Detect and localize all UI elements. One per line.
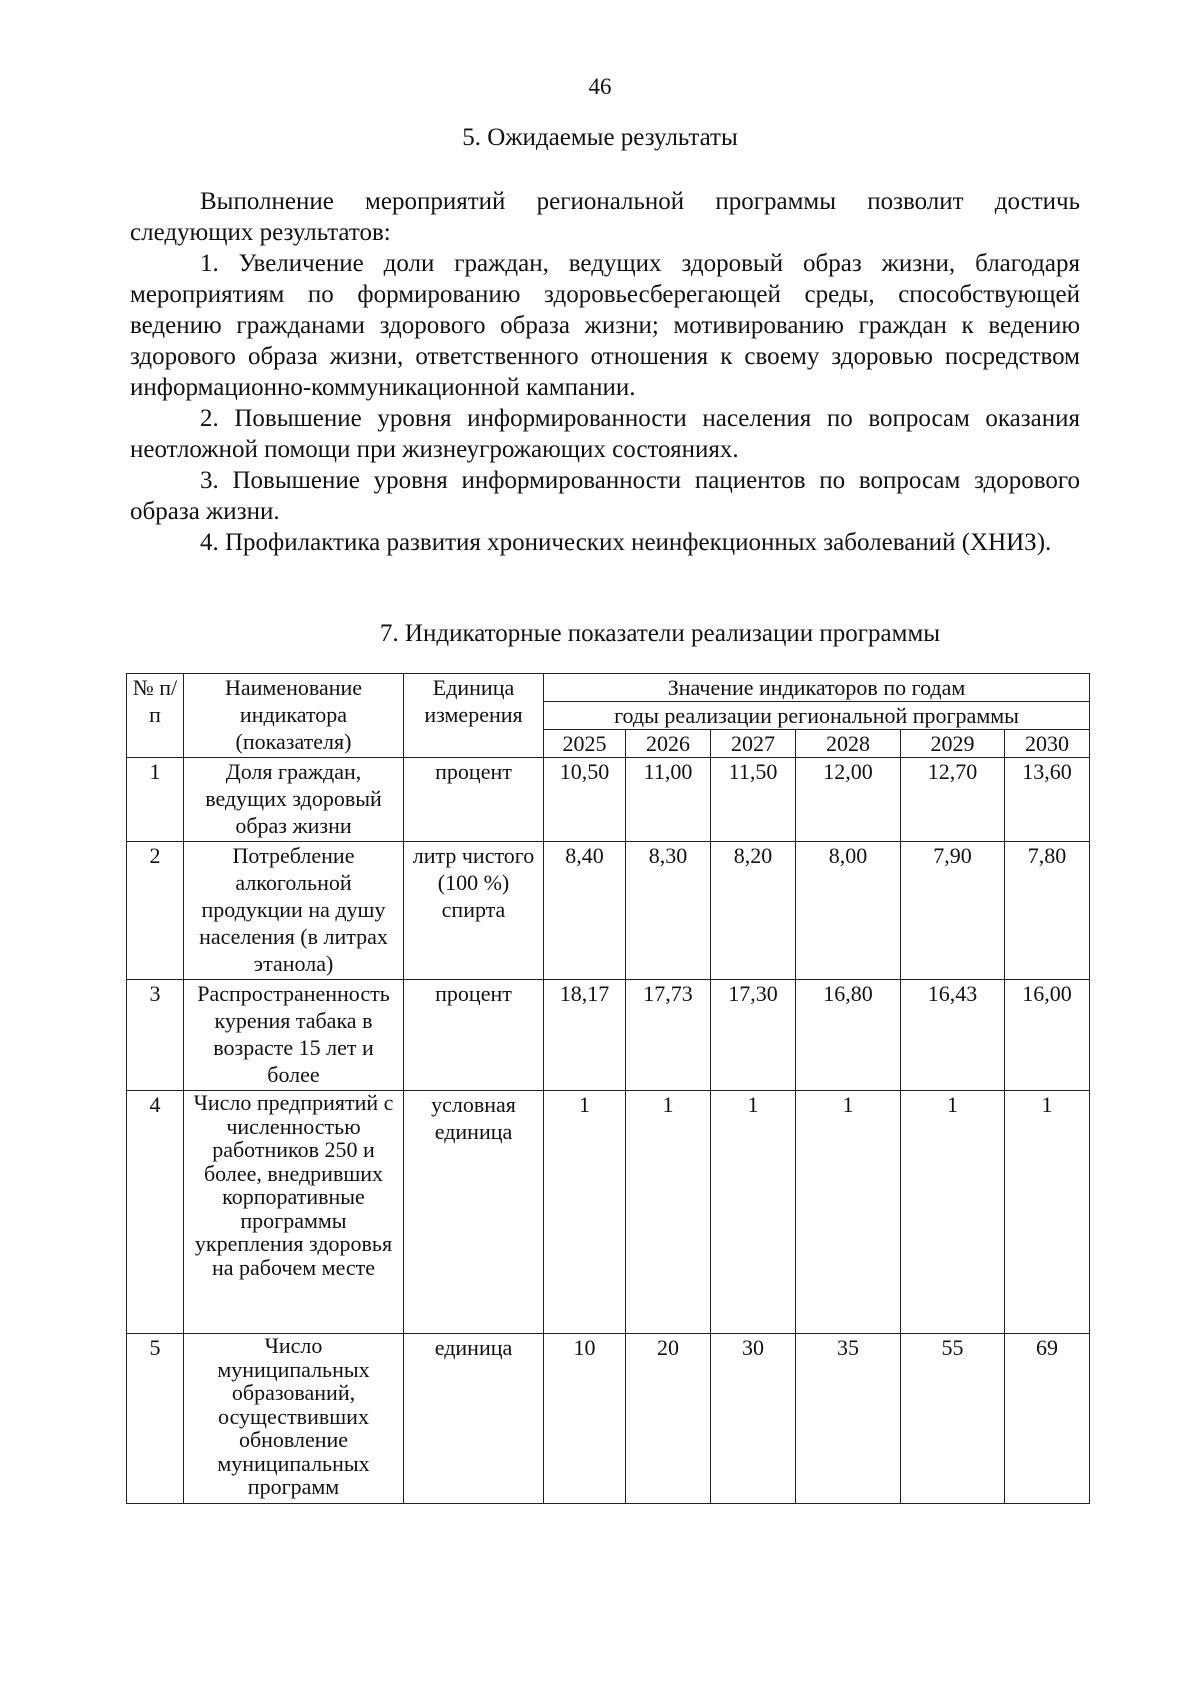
results-text bbox=[130, 186, 1080, 558]
row-value: 8,00 bbox=[796, 842, 901, 980]
table-row bbox=[127, 1334, 1090, 1504]
header-name: Наименование индикатора (показателя) bbox=[184, 674, 404, 758]
row-value: 1 bbox=[544, 1091, 626, 1334]
intro-paragraph: Выполнение мероприятий региональной программы позволит достичь следующих результатов: bbox=[130, 188, 1080, 246]
row-value: 10,50 bbox=[544, 758, 626, 842]
row-value: 55 bbox=[901, 1334, 1005, 1504]
row-value: 20 bbox=[626, 1334, 711, 1504]
row-value: 10 bbox=[544, 1334, 626, 1504]
table-row bbox=[127, 758, 1090, 842]
row-value: 11,00 bbox=[626, 758, 711, 842]
row-num: 4 bbox=[127, 1091, 184, 1334]
row-value: 16,43 bbox=[901, 980, 1005, 1091]
table-row bbox=[127, 842, 1090, 980]
row-value: 30 bbox=[711, 1334, 796, 1504]
indicators-table bbox=[126, 673, 1090, 1504]
row-value: 18,17 bbox=[544, 980, 626, 1091]
row-name: Распространенность курения табака в возрасте 15 лет и более bbox=[184, 980, 404, 1091]
section-title: 5. Ожидаемые результаты bbox=[462, 124, 738, 151]
row-name: Число предприятий с численностью работников 250 и более, внедривших корпоративные программы укрепления здоровья на рабочем месте bbox=[184, 1091, 404, 1334]
result-item: 2. Повышение уровня информированности населения по вопросам оказания неотложной помощи при жизнеугрожающих состояниях. bbox=[130, 405, 1080, 463]
header-year: 2026 bbox=[626, 730, 711, 758]
table-row bbox=[127, 1091, 1090, 1334]
row-value: 16,80 bbox=[796, 980, 901, 1091]
row-name: Доля граждан, ведущих здоровый образ жизни bbox=[184, 758, 404, 842]
header-year: 2029 bbox=[901, 730, 1005, 758]
table-row bbox=[127, 980, 1090, 1091]
row-value: 35 bbox=[796, 1334, 901, 1504]
row-num: 5 bbox=[127, 1334, 184, 1504]
row-value: 11,50 bbox=[711, 758, 796, 842]
row-value: 8,30 bbox=[626, 842, 711, 980]
result-item: 4. Профилактика развития хронических неинфекционных заболеваний (ХНИЗ). bbox=[200, 529, 1052, 556]
row-value: 17,73 bbox=[626, 980, 711, 1091]
header-year: 2030 bbox=[1005, 730, 1090, 758]
row-value: 7,90 bbox=[901, 842, 1005, 980]
row-num: 1 bbox=[127, 758, 184, 842]
row-unit: условная единица bbox=[404, 1091, 544, 1334]
table-title: 7. Индикаторные показатели реализации программы bbox=[379, 620, 941, 647]
header-num: № п/п bbox=[127, 674, 184, 758]
row-value: 69 bbox=[1005, 1334, 1090, 1504]
header-unit: Единица измерения bbox=[404, 674, 544, 758]
row-unit: процент bbox=[404, 758, 544, 842]
row-value: 1 bbox=[711, 1091, 796, 1334]
row-value: 8,20 bbox=[711, 842, 796, 980]
row-value: 13,60 bbox=[1005, 758, 1090, 842]
row-value: 12,00 bbox=[796, 758, 901, 842]
header-year: 2027 bbox=[711, 730, 796, 758]
row-unit: единица bbox=[404, 1334, 544, 1504]
page-number: 46 bbox=[588, 74, 612, 99]
row-value: 16,00 bbox=[1005, 980, 1090, 1091]
header-values-group: Значение индикаторов по годам bbox=[544, 674, 1090, 702]
row-value: 1 bbox=[626, 1091, 711, 1334]
header-year: 2025 bbox=[544, 730, 626, 758]
header-years-group: годы реализации региональной программы bbox=[544, 702, 1090, 730]
row-value: 8,40 bbox=[544, 842, 626, 980]
row-num: 3 bbox=[127, 980, 184, 1091]
row-unit: литр чистого (100 %) спирта bbox=[404, 842, 544, 980]
row-name: Число муниципальных образований, осуществивших обновление муниципальных программ bbox=[184, 1334, 404, 1504]
row-value: 12,70 bbox=[901, 758, 1005, 842]
header-year: 2028 bbox=[796, 730, 901, 758]
row-value: 1 bbox=[901, 1091, 1005, 1334]
row-unit: процент bbox=[404, 980, 544, 1091]
row-value: 1 bbox=[1005, 1091, 1090, 1334]
row-name: Потребление алкогольной продукции на душу населения (в литрах этанола) bbox=[184, 842, 404, 980]
result-item: 3. Повышение уровня информированности пациентов по вопросам здорового образа жизни. bbox=[130, 467, 1080, 525]
result-item: 1. Увеличение доли граждан, ведущих здоровый образ жизни, благодаря мероприятиям по формированию здоровьесберегающей среды, способствующей ведению гражданами здорового образа жизни; мотивированию граждан к ведению здорового образа жизни, ответственного отношения к своему здоровью посредством информационно-коммуникационной кампании. bbox=[130, 250, 1080, 401]
row-num: 2 bbox=[127, 842, 184, 980]
row-value: 17,30 bbox=[711, 980, 796, 1091]
row-value: 1 bbox=[796, 1091, 901, 1334]
row-value: 7,80 bbox=[1005, 842, 1090, 980]
